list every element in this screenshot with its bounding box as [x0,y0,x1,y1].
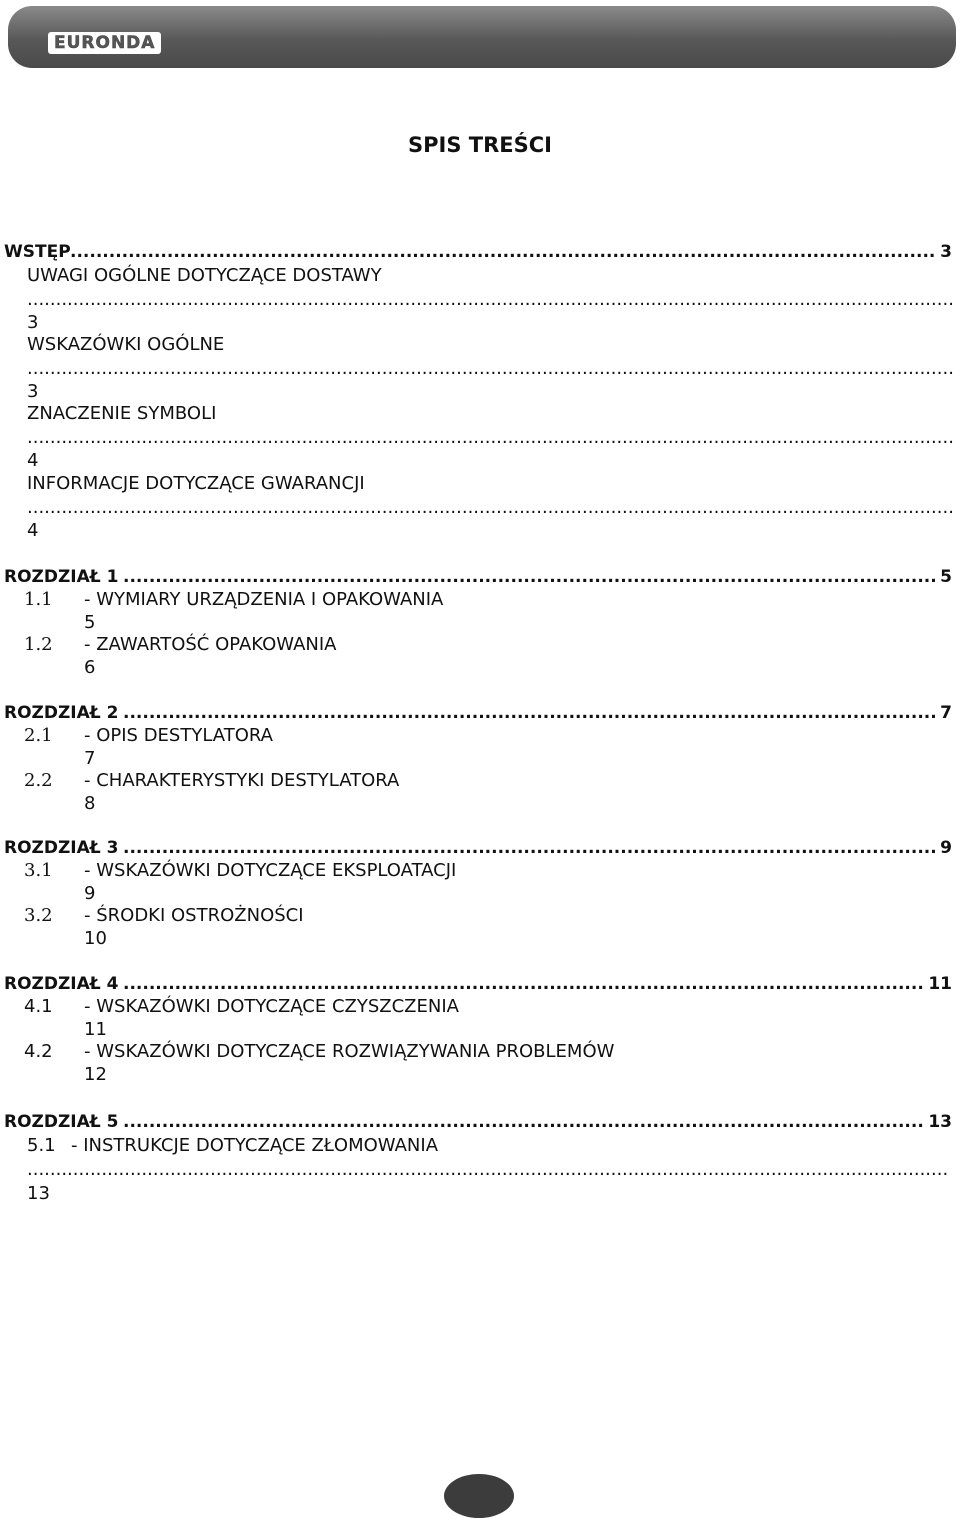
toc-item-page-row [0,519,960,543]
toc-section-page-row [0,611,960,635]
section-number: 2.1 [24,725,53,746]
toc-section-page-row [0,1182,960,1206]
page-title: SPIS TREŚCI [408,133,552,157]
toc-section-page-row [0,656,960,680]
section-number: 4.1 [24,996,53,1017]
toc-chapter-4[interactable] [0,972,960,996]
chapter-page: 5 [940,567,952,587]
item-page: 4 [27,450,39,471]
toc-section[interactable] [0,769,960,793]
section-number: 1.2 [24,634,53,655]
item-label: UWAGI OGÓLNE DOTYCZĄCE DOSTAWY [27,265,382,286]
toc-chapter-2[interactable] [0,701,960,725]
chapter-label: ROZDZIAŁ 3 [4,838,119,858]
chapter-page: 9 [940,838,952,858]
leader-dots [123,972,925,996]
section-page: 11 [84,1019,107,1040]
toc-leader [0,1158,960,1182]
toc-item[interactable] [0,333,960,357]
toc-chapter-3[interactable] [0,836,960,860]
toc-item-page-row [0,311,960,335]
toc-section[interactable] [0,1040,960,1064]
toc-section-page-row [0,1063,960,1087]
toc-section[interactable] [0,995,960,1019]
toc-section-page-row [0,792,960,816]
toc-section-page-row [0,1018,960,1042]
toc-chapter-1[interactable] [0,565,960,589]
toc-section-page-row [0,882,960,906]
leader-dots [123,836,935,860]
toc-item-page-row [0,380,960,404]
leader-dots [70,240,936,264]
toc-section[interactable] [0,904,960,928]
toc-item-page-row [0,449,960,473]
section-title: - OPIS DESTYLATORA [84,725,273,746]
section-number: 2.2 [24,770,53,791]
toc-section[interactable] [0,588,960,612]
toc-item[interactable] [0,264,960,288]
leader-dots [123,565,935,589]
chapter-page: 7 [940,703,952,723]
toc-section-page-row [0,747,960,771]
item-page: 3 [27,312,39,333]
section-number: 3.1 [24,860,53,881]
section-number: 3.2 [24,905,53,926]
section-title: - INSTRUKCJE DOTYCZĄCE ZŁOMOWANIA [71,1135,439,1156]
item-page: 4 [27,520,39,541]
chapter-label: ROZDZIAŁ 5 [4,1112,119,1132]
leader-dots [27,426,954,450]
page-number-badge [444,1474,514,1518]
leader-dots [123,701,935,725]
section-title: - WYMIARY URZĄDZENIA I OPAKOWANIA [84,589,444,610]
section-number: 4.2 [24,1041,53,1062]
section-page: 6 [84,657,96,678]
toc-item[interactable] [0,402,960,426]
toc-section-page-row [0,927,960,951]
toc-item[interactable] [0,472,960,496]
section-page: 9 [84,883,96,904]
leader-dots [27,288,954,312]
section-page: 7 [84,748,96,769]
leader-dots [123,1110,925,1134]
header-bar [8,6,956,68]
logo-text: EURONDA [54,33,156,53]
section-title: - CHARAKTERYSTYKI DESTYLATORA [84,770,400,791]
leader-dots [27,357,954,381]
section-number: 1.1 [24,589,53,610]
toc-section[interactable] [0,859,960,883]
chapter-label: ROZDZIAŁ 4 [4,974,119,994]
section-title: - ZAWARTOŚĆ OPAKOWANIA [84,634,337,655]
toc-leader [0,288,960,312]
chapter-label: WSTĘP [4,242,71,262]
toc-section[interactable] [0,633,960,657]
item-label: WSKAZÓWKI OGÓLNE [27,334,225,355]
section-page: 10 [84,928,107,949]
toc-leader [0,496,960,520]
section-title: - ŚRODKI OSTROŻNOŚCI [84,905,304,926]
section-title: - WSKAZÓWKI DOTYCZĄCE ROZWIĄZYWANIA PROBLEMÓW [84,1041,615,1062]
chapter-page: 13 [928,1112,952,1132]
item-page: 3 [27,381,39,402]
toc-section[interactable] [0,1134,960,1158]
toc-leader [0,357,960,381]
section-page: 8 [84,793,96,814]
chapter-page: 11 [928,974,952,994]
section-page: 13 [27,1183,50,1204]
chapter-page: 3 [940,242,952,262]
section-page: 5 [84,612,96,633]
toc-leader [0,426,960,450]
chapter-label: ROZDZIAŁ 2 [4,703,119,723]
section-title: - WSKAZÓWKI DOTYCZĄCE EKSPLOATACJI [84,860,457,881]
item-label: ZNACZENIE SYMBOLI [27,403,217,424]
toc-chapter-5[interactable] [0,1110,960,1134]
toc-chapter-intro[interactable] [0,240,960,264]
leader-dots [27,496,954,520]
chapter-label: ROZDZIAŁ 1 [4,567,119,587]
item-label: INFORMACJE DOTYCZĄCE GWARANCJI [27,473,365,494]
euronda-logo [48,32,161,54]
leader-dots [27,1158,949,1182]
section-title: - WSKAZÓWKI DOTYCZĄCE CZYSZCZENIA [84,996,459,1017]
toc-section[interactable] [0,724,960,748]
section-number: 5.1 [27,1135,56,1156]
section-page: 12 [84,1064,107,1085]
